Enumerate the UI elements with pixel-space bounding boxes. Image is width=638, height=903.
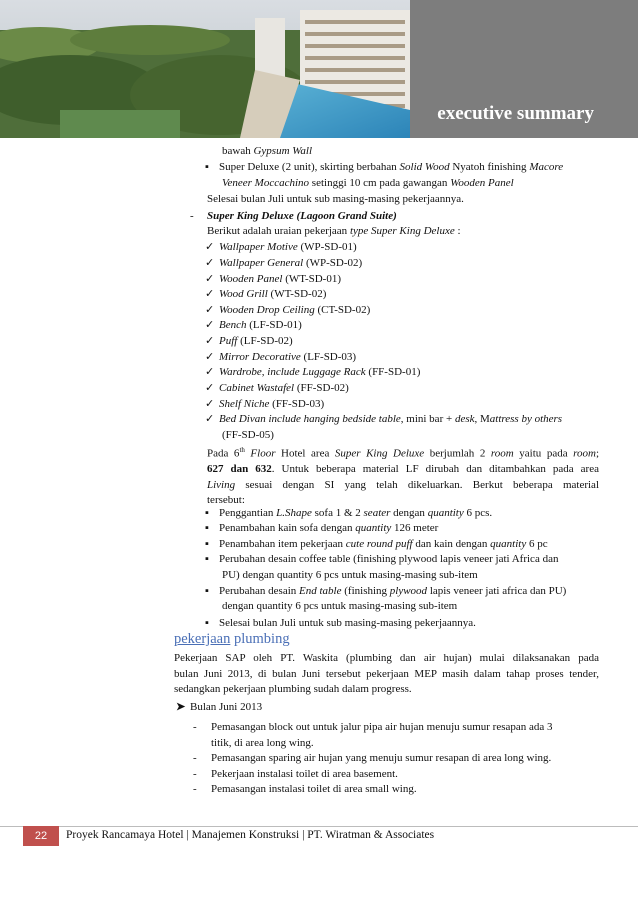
check-item: ✓ Wooden Drop Ceiling (CT-SD-02): [205, 303, 370, 319]
list-item: ▪ Penambahan kain sofa dengan quantity 126 meter: [205, 521, 438, 537]
continued-line: bawah Gypsum Wall: [222, 145, 313, 157]
check-item: ✓ Wood Grill (WT-SD-02): [205, 287, 326, 303]
hotel-photo: [0, 0, 410, 138]
header-title: executive summary: [437, 103, 594, 124]
footer-divider: [0, 826, 638, 827]
dash-item-continued: titik, di area long wing.: [211, 737, 314, 749]
check-icon: ✓: [205, 241, 215, 253]
list-item: ▪ Selesai bulan Juli untuk sub masing-masing pekerjaannya.: [205, 616, 476, 632]
check-icon: ✓: [205, 319, 215, 331]
page-number: 22: [23, 826, 59, 846]
month-item: ➤ Bulan Juni 2013: [176, 700, 262, 716]
check-item: ✓ Mirror Decorative (LF-SD-03): [205, 350, 356, 366]
check-icon: ✓: [205, 398, 215, 410]
dash-marker: -: [190, 210, 194, 222]
square-bullet-icon: ▪: [205, 522, 209, 534]
square-bullet-icon: ▪: [205, 585, 209, 597]
section-heading: pekerjaan plumbing: [174, 631, 290, 647]
check-icon: ✓: [205, 335, 215, 347]
square-bullet-icon: ▪: [205, 538, 209, 550]
list-item: ▪ Super Deluxe (2 unit), skirting berbahan Solid Wood Nyatoh finishing Macore: [205, 160, 563, 176]
status-text: Selesai bulan Juli untuk sub masing-masing pekerjaannya.: [207, 193, 464, 205]
arrow-bullet-icon: ➤: [176, 701, 186, 713]
square-bullet-icon: ▪: [205, 507, 209, 519]
check-icon: ✓: [205, 257, 215, 269]
dash-item: - Pemasangan sparing air hujan yang menuju sumur resapan di area long wing.: [193, 752, 552, 764]
square-bullet-icon: ▪: [205, 617, 209, 629]
paragraph: Pekerjaan SAP oleh PT. Waskita (plumbing dan air hujan) mulai dilaksanakan pada bulan Juni 2013, di bulan Juni tersebut pekerjaan MEP masih dalam tahap proses tender, sedangkan pekerjaan plumbing sudah dalam progress.: [174, 652, 599, 696]
list-item: ▪ Perubahan desain coffee table (finishing plywood lapis veneer jati Africa dan: [205, 552, 558, 568]
check-item: ✓ Cabinet Wastafel (FF-SD-02): [205, 381, 349, 397]
check-icon: ✓: [205, 413, 215, 425]
check-icon: ✓: [205, 273, 215, 285]
square-bullet-icon: ▪: [205, 553, 209, 565]
dash-item: - Pemasangan instalasi toilet di area small wing.: [193, 783, 417, 795]
check-icon: ✓: [205, 382, 215, 394]
check-icon: ✓: [205, 351, 215, 363]
check-item: ✓ Wooden Panel (WT-SD-01): [205, 272, 341, 288]
list-item-continued: Veneer Moccachino setinggi 10 cm pada gawangan Wooden Panel: [222, 177, 514, 189]
intro-text: Berikut adalah uraian pekerjaan type Super King Deluxe :: [207, 225, 461, 237]
list-item: ▪ Perubahan desain End table (finishing plywood lapis veneer jati africa dan PU): [205, 584, 566, 600]
paragraph: Pada 6th Floor Hotel area Super King Deluxe berjumlah 2 room yaitu pada room; 627 dan 632. Untuk beberapa material LF dirubah dan ditambahkan pada area Living sesuai dengan SI yang telah dikeluarkan. Berkut beberapa material tersebut:: [207, 446, 600, 507]
check-item: ✓ Bed Divan include hanging bedside table, mini bar + desk, Mattress by others: [205, 412, 562, 428]
header-banner: [0, 0, 638, 138]
check-icon: ✓: [205, 304, 215, 316]
check-item: ✓ Bench (LF-SD-01): [205, 318, 302, 334]
check-item: ✓ Wallpaper Motive (WP-SD-01): [205, 240, 357, 256]
list-item-continued: PU) dengan quantity 6 pcs untuk masing-masing sub-item: [222, 569, 478, 581]
check-icon: ✓: [205, 288, 215, 300]
check-item: ✓ Wardrobe, include Luggage Rack (FF-SD-01): [205, 365, 420, 381]
check-item: ✓ Wallpaper General (WP-SD-02): [205, 256, 362, 272]
list-item: ▪ Penggantian L.Shape sofa 1 & 2 seater dengan quantity 6 pcs.: [205, 506, 492, 522]
check-item: ✓ Shelf Niche (FF-SD-03): [205, 397, 324, 413]
list-item: ▪ Penambahan item pekerjaan cute round puff dan kain dengan quantity 6 pc: [205, 537, 548, 553]
check-item: ✓ Puff (LF-SD-02): [205, 334, 293, 350]
dash-item: - Pemasangan block out untuk jalur pipa air hujan menuju sumur resapan ada 3: [193, 721, 553, 733]
subsection-title: Super King Deluxe (Lagoon Grand Suite): [207, 210, 397, 222]
footer-text: Proyek Rancamaya Hotel | Manajemen Konstruksi | PT. Wiratman & Associates: [66, 829, 435, 841]
list-item-continued: dengan quantity 6 pcs untuk masing-masing sub-item: [222, 600, 458, 612]
dash-item: - Pekerjaan instalasi toilet di area basement.: [193, 768, 398, 780]
check-item-continued: (FF-SD-05): [222, 429, 274, 441]
check-icon: ✓: [205, 366, 215, 378]
square-bullet-icon: ▪: [205, 161, 209, 173]
